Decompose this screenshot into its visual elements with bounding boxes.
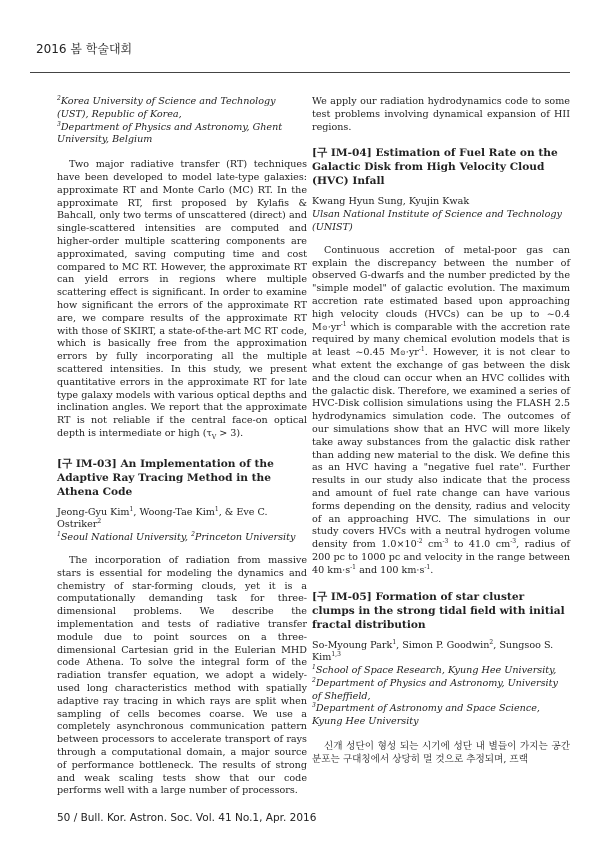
header-rule	[30, 72, 570, 73]
abstract-im04: Continuous accretion of metal-poor gas can explain the discrepancy between the number of observed G-dwarfs and the number predicted by the "simple model" of galactic evolution. The maximum accretion rate estimated based upon approaching high velocity clouds (HVCs) can be up to ~0.4 $M⊙\cdot yr^{-1}$ which is comparable with the accretion rate required by many chemical evolution models that is at least ~0.45 $M⊙\cdot yr^{-1}$. However, it is not clear to what extent the exchange of gas between the disk and the cloud can occur when an HVC collides with the galactic disk. Therefore, we examined a series of HVC-Disk collision simulations using the FLASH 2.5 hydrodynamics simulation code. The outcomes of our simulations show that an HVC will more likely take away substances from the galactic disk rather than adding new material to the disk. We define this as an HVC having a "negative fuel rate". Further results in our study also indicate that the process and amount of fuel rate change can have various forms depending on the density, radius and velocity of an approaching HVC. The simulations in our study covers HVCs with a neutral hydrogen volume density from $1.0\times 10^{-2}$ $cm^{-3}$ to 41.0 $cm^{-3}$, radius of 200 pc to 1000 pc and velocity in the range between 40 $km\cdot s^{-1}$ and 100 $km\cdot s^{-1}$.	[312, 244, 570, 576]
abstract-im02: Two major radiative transfer (RT) techniques have been developed to model late-type galaxies: approximate RT and Monte Carlo (MC) RT. In the approximate RT, first proposed by Kylafis & Bahcall, only two terms of unscattered (direct) and single-scattered intensities are computed and higher-order multiple scattering components are approximated, saving computing time and cost compared to MC RT. However, the approximate RT can yield errors in regions where multiple scattering effect is significant. In order to examine how significant the errors of the approximate RT are, we compare results of the approximate RT with those of SKIRT, a state-of-the-art MC RT code, which is basically free from the approximation errors by fully incorporating all the multiple scattered intensities. In this study, we present quantitative errors in the approximate RT for late type galaxy models with various optical depths and inclination angles. We report that the approximate RT is not reliable if the central face-on optical depth is intermediate or high $(\tau_V > 3)$.	[57, 159, 307, 441]
affiliation-im05-2: $^2$Department of Physics and Astronomy, University of Sheffield,	[312, 676, 558, 702]
page-footer: 50 / Bull. Kor. Astron. Soc. Vol. 41 No.1, Apr. 2016	[57, 812, 317, 824]
authors-im04: Kwang Hyun Sung, Kyujin Kwak	[312, 196, 470, 208]
affiliation-1: $^2$Korea University of Science and Technology (UST), Republic of Korea,	[57, 94, 276, 120]
abstract-im03: The incorporation of radiation from massive stars is essential for modeling the dynamics and chemistry of star-forming clouds, yet it is a computationally demanding task for three-dimensional problems. We describe the implementation and tests of radiative transfer module due to point sources on a three-dimensional Cartesian grid in the Eulerian MHD code Athena. To solve the integral form of the radiation transfer equation, we adopt a widely-used long characteristics method with spatially adaptive ray tracing in which rays are split when sampling of cells becomes coarse. We use a completely asynchronous communication pattern between processors to accelerate transport of rays through a computational domain, a major source of performance bottleneck. The results of strong and weak scaling tests show that our code performs well with a large number of processors.	[57, 555, 307, 797]
affiliation-im04: Ulsan National Institute of Science and Technology (UNIST)	[312, 209, 562, 233]
affiliation-im03: $^1$Seoul National University, $^2$Princeton University	[57, 531, 296, 544]
page-header: 2016 봄 학술대회	[36, 42, 133, 56]
affiliation-2: $^3$Department of Physics and Astronomy, Ghent University, Belgium	[57, 120, 283, 146]
right-column	[312, 96, 570, 775]
section-title-im04: [구 IM-04] Estimation of Fuel Rate on the Galactic Disk from High Velocity Cloud (HVC) Infall	[312, 147, 558, 188]
left-column	[57, 96, 307, 806]
section-title-im05: [구 IM-05] Formation of star cluster clumps in the strong tidal field with initial fractal distribution	[312, 590, 565, 631]
section-title-im03: [구 IM-03] An Implementation of the Adaptive Ray Tracing Method in the Athena Code	[57, 457, 274, 498]
affiliation-im05-3: $^3$Department of Astronomy and Space Science, Kyung Hee University	[312, 702, 540, 728]
abstract-im05: 신개 성단이 형성 되는 시기에 성단 내 별들이 가지는 공간 분포는 구대칭에서 상당히 멀 것으로 추정되며, 프랙	[312, 741, 570, 765]
authors-im05: So-Myoung Park$^1$, Simon P. Goodwin$^2$, Sungsoo S. Kim$^{1,3}$	[312, 638, 554, 664]
authors-im03: Jeong-Gyu Kim$^1$, Woong-Tae Kim$^1$, & Eve C. Ostriker$^2$	[57, 505, 268, 531]
affiliation-im05-1: $^1$School of Space Research, Kyung Hee University,	[312, 663, 557, 677]
abstract-im03-continued: We apply our radiation hydrodynamics code to some test problems involving dynamical expansion of HII regions.	[312, 96, 570, 133]
